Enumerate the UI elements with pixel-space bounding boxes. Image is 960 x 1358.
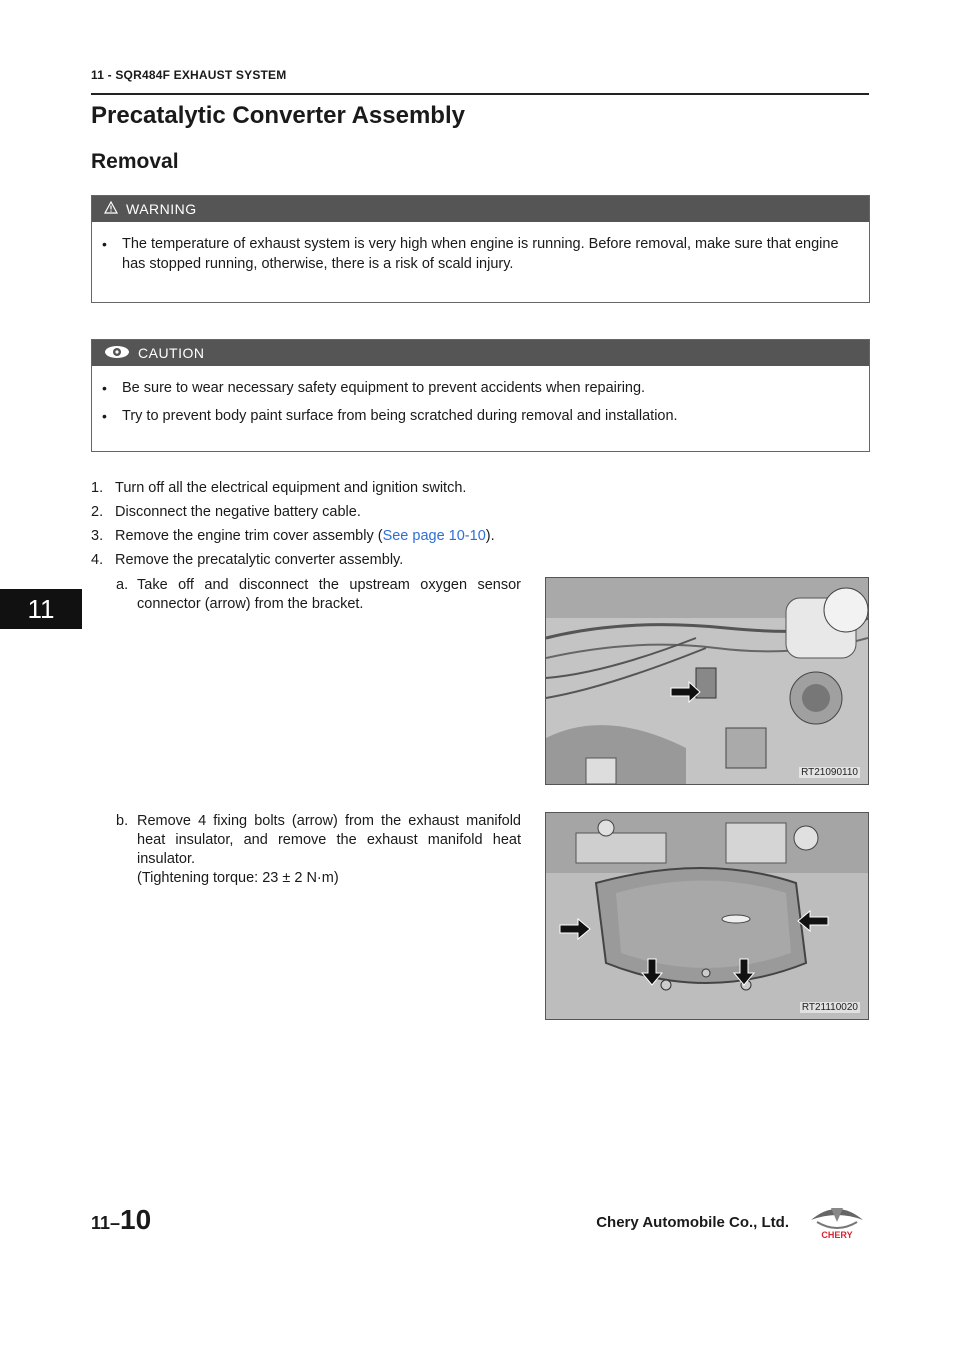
warning-item-text: The temperature of exhaust system is very high when engine is running. Before removal, make sure that engine has stopped running, otherwise, there is a risk of scald injury.	[122, 236, 839, 272]
chapter-prefix: 11–	[91, 1213, 121, 1233]
step-number: 2.	[91, 504, 104, 520]
caution-box	[91, 339, 870, 452]
substep-b	[116, 812, 521, 888]
figure-caption: RT21110020	[801, 1002, 858, 1013]
step-number: 3.	[91, 528, 104, 544]
caution-header	[92, 340, 869, 366]
step-3	[91, 528, 495, 544]
step-text: Turn off all the electrical equipment and ignition switch.	[115, 480, 467, 496]
substep-number: a.	[116, 577, 129, 593]
step-4	[91, 552, 403, 568]
bullet-icon: •	[102, 408, 107, 424]
page-title: Precatalytic Converter Assembly	[91, 102, 465, 129]
header-divider	[91, 93, 869, 95]
caution-item-text: Be sure to wear necessary safety equipment to prevent accidents when repairing.	[122, 380, 646, 396]
caution-label: CAUTION	[138, 345, 205, 361]
section-subtitle: Removal	[91, 150, 179, 173]
chapter-tab: 11	[0, 589, 82, 629]
figure-oxygen-sensor-connector	[545, 577, 869, 785]
warning-box	[91, 195, 870, 303]
substep-text	[137, 812, 521, 888]
chery-logo-icon	[805, 1200, 869, 1245]
section-header: 11 - SQR484F EXHAUST SYSTEM	[91, 68, 287, 82]
caution-item	[102, 406, 861, 426]
engine-photo-illustration	[546, 578, 868, 784]
step-number: 4.	[91, 552, 104, 568]
substep-text: Take off and disconnect the upstream oxygen sensor connector (arrow) from the bracket.	[137, 577, 521, 612]
bullet-icon: •	[102, 380, 107, 396]
logo-text: CHERY	[821, 1230, 853, 1240]
page-number	[91, 1204, 151, 1236]
step-text-post: ).	[485, 528, 495, 544]
warning-item	[102, 234, 861, 274]
torque-spec: (Tightening torque: 23 ± 2 N·m)	[137, 870, 339, 886]
substep-number: b.	[116, 813, 129, 829]
step-1	[91, 480, 466, 496]
step-text: Disconnect the negative battery cable.	[115, 504, 361, 520]
page-number-value: 10	[120, 1204, 152, 1235]
figure-caption: RT21090110	[801, 767, 858, 778]
step-text-pre: Remove the engine trim cover assembly (	[115, 528, 383, 544]
substep-body: Remove 4 fixing bolts (arrow) from the exhaust manifold heat insulator, and remove the exhaust manifold heat insulator.	[137, 813, 521, 867]
step-number: 1.	[91, 480, 104, 496]
warning-triangle-icon	[104, 201, 118, 217]
step-text	[115, 528, 495, 544]
step-text: Remove the precatalytic converter assembly.	[115, 552, 404, 568]
warning-label: WARNING	[126, 201, 197, 217]
caution-item	[102, 378, 861, 398]
page-reference-link[interactable]: See page 10-10	[382, 528, 486, 544]
step-2	[91, 504, 361, 520]
engine-photo-illustration	[546, 813, 868, 1019]
figure-heat-insulator	[545, 812, 869, 1020]
warning-header	[92, 196, 869, 222]
company-name: Chery Automobile Co., Ltd.	[596, 1214, 789, 1231]
eye-icon	[104, 345, 130, 362]
substep-a	[116, 576, 521, 614]
caution-item-text: Try to prevent body paint surface from being scratched during removal and installation.	[122, 408, 678, 424]
bullet-icon: •	[102, 236, 107, 252]
